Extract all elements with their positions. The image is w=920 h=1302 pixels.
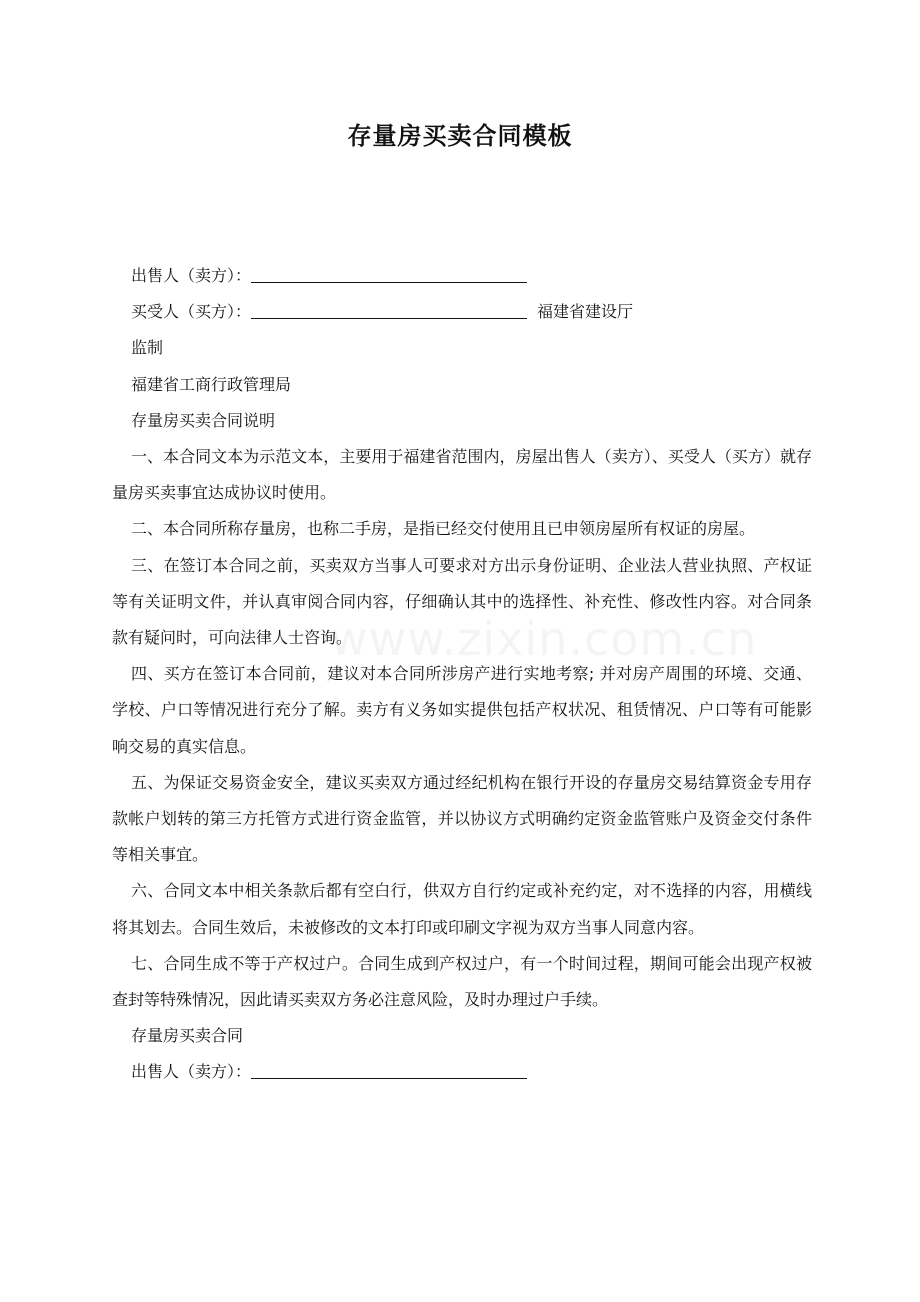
paragraph-7: 七、合同生成不等于产权过户。合同生成到产权过户，有一个时间过程，期间可能会出现产权被查封等特殊情况，因此请买卖双方务必注意风险，及时办理过户手续。 bbox=[112, 953, 812, 1010]
document-title: 存量房买卖合同模板 bbox=[347, 122, 573, 150]
paragraph-3: 三、在签订本合同之前，买卖双方当事人可要求对方出示身份证明、企业法人营业执照、产权证等有关证明文件，并认真审阅合同内容，仔细确认其中的选择性、补充性、修改性内容。对合同条款有疑问时，可向法律人士咨询。 bbox=[112, 555, 812, 648]
paragraph-4: 四、买方在签订本合同前，建议对本合同所涉房产进行实地考察; 并对房产周围的环境、交通、学校、户口等情况进行充分了解。卖方有义务如实提供包括产权状况、租赁情况、户口等有可能影响交易的真实信息。 bbox=[112, 664, 812, 756]
seller-label: 出售人（卖方）： bbox=[131, 266, 252, 285]
instructions-heading: 存量房买卖合同说明 bbox=[131, 410, 276, 430]
buyer-label: 买受人（买方）： bbox=[131, 302, 252, 322]
paragraph-2: 二、本合同所称存量房，也称二手房，是指已经交付使用且已申领房屋所有权证的房屋。 bbox=[131, 519, 756, 539]
buyer-blank bbox=[251, 300, 527, 319]
document-body bbox=[112, 258, 812, 1091]
issuer-2: 福建省工商行政管理局 bbox=[131, 374, 292, 394]
paragraph-5: 五、为保证交易资金安全，建议买卖双方通过经纪机构在银行开设的存量房交易结算资金专用存款帐户划转的第三方托管方式进行资金监管，并以协议方式明确约定资金监管账户及资金交付条件等相关事宜。 bbox=[112, 772, 812, 865]
seller-line bbox=[112, 258, 812, 294]
seller-label-2: 出售人（卖方）： bbox=[131, 1062, 252, 1082]
buyer-line bbox=[112, 294, 812, 330]
paragraph-1: 一、本合同文本为示范文本，主要用于福建省范围内，房屋出售人（卖方）、买受人（买方）就存量房买卖事宜达成协议时使用。 bbox=[112, 447, 812, 503]
issuer-suffix: 监制 bbox=[131, 338, 164, 358]
seller-blank bbox=[251, 264, 527, 283]
contract-heading: 存量房买卖合同 bbox=[131, 1026, 244, 1046]
seller-line-2 bbox=[112, 1054, 812, 1090]
seller-blank-2 bbox=[251, 1060, 527, 1079]
issuer-1: 福建省建设厅 bbox=[537, 302, 634, 322]
paragraph-6: 六、合同文本中相关条款后都有空白行，供双方自行约定或补充约定，对不选择的内容，用横线将其划去。合同生效后，未被修改的文本打印或印刷文字视为双方当事人同意内容。 bbox=[112, 881, 812, 937]
